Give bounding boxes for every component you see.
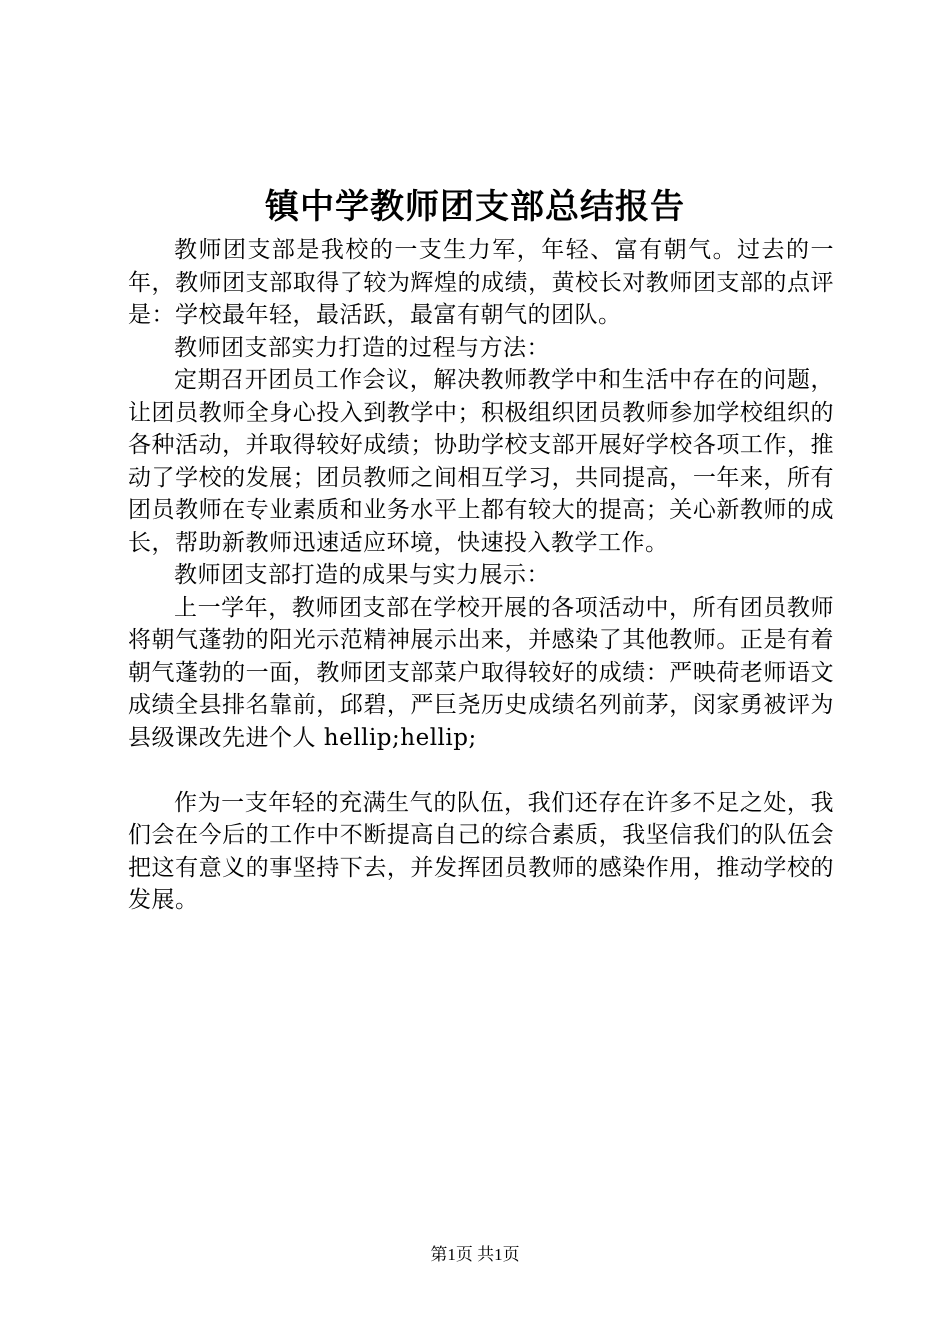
paragraph-intro: 教师团支部是我校的一支生力军，年轻、富有朝气。过去的一年，教师团支部取得了较为辉煌的成绩，黄校长对教师团支部的点评是：学校最年轻，最活跃，最富有朝气的团队。 — [128, 237, 834, 328]
paragraph-conclusion: 作为一支年轻的充满生气的队伍，我们还存在许多不足之处，我们会在今后的工作中不断提高自己的综合素质，我坚信我们的队伍会把这有意义的事坚持下去，并发挥团员教师的感染作用，推动学校的发展。 — [128, 789, 834, 913]
paragraph-methods: 定期召开团员工作会议，解决教师教学中和生活中存在的问题，让团员教师全身心投入到教学中；积极组织团员教师参加学校组织的各种活动，并取得较好成绩；协助学校支部开展好学校各项工作，推动了学校的发展；团员教师之间相互学习，共同提高，一年来，所有团员教师在专业素质和业务水平上都有较大的提高；关心新教师的成长，帮助新教师迅速适应环境，快速投入教学工作。 — [128, 367, 834, 556]
document-title: 镇中学教师团支部总结报告 — [265, 187, 685, 227]
paragraph-spacer — [128, 754, 834, 787]
paragraph-results-heading: 教师团支部打造的成果与实力展示： — [174, 562, 550, 588]
paragraph-results: 上一学年，教师团支部在学校开展的各项活动中，所有团员教师将朝气蓬勃的阳光示范精神展示出来，并感染了其他教师。正是有着朝气蓬勃的一面，教师团支部菜户取得较好的成绩：严映荷老师语文成绩全县排名靠前，邱碧，严巨尧历史成绩名列前茅，闵家勇被评为县级课改先进个人 hellip;hellip; — [128, 594, 834, 751]
paragraph-methods-heading: 教师团支部实力打造的过程与方法： — [174, 334, 550, 361]
document-body — [128, 234, 834, 917]
page-footer: 第1页 共1页 — [430, 1245, 520, 1264]
